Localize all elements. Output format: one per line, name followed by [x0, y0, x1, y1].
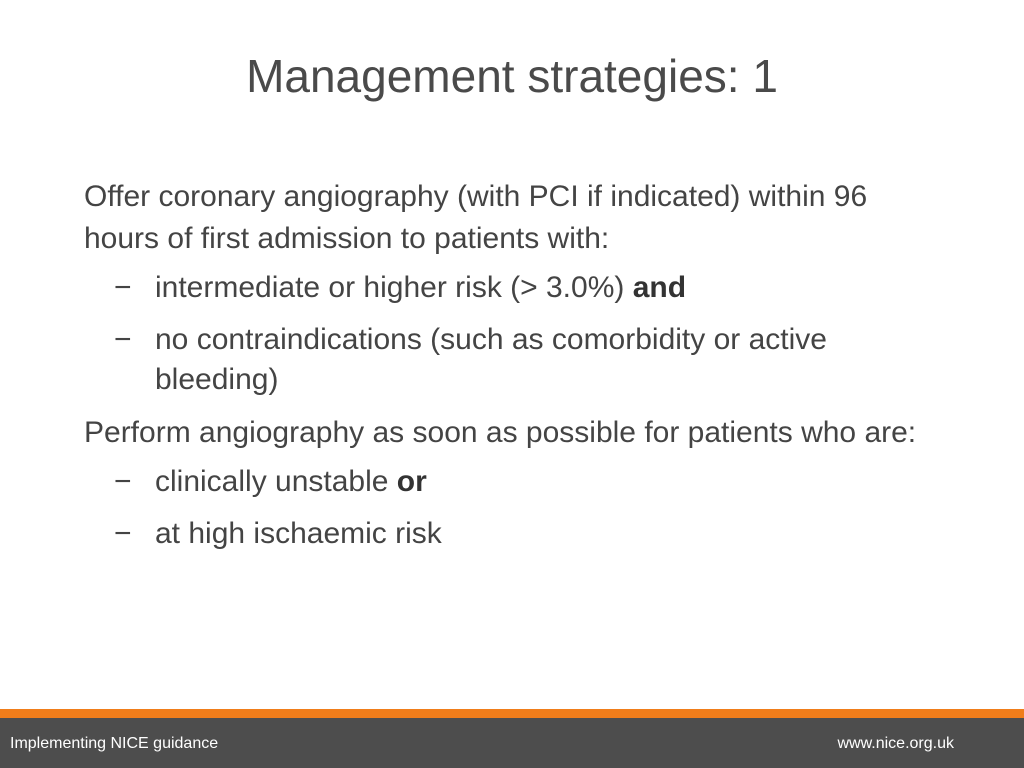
list-item-emphasis: and [632, 271, 687, 304]
list-item [84, 320, 944, 400]
dash-bullet: − [114, 465, 132, 498]
list-item [84, 462, 944, 502]
list-item-text: intermediate or higher risk (> 3.0%) [155, 271, 633, 304]
footer-label: Implementing NICE guidance [10, 735, 219, 752]
list-item [84, 268, 944, 308]
paragraph-offer-angiography: Offer coronary angiography (with PCI if indicated) within 96 hours of first admission to patients with: [84, 180, 868, 255]
list-item-text: clinically unstable [155, 465, 397, 498]
list-item [84, 514, 944, 554]
dash-bullet: − [114, 517, 132, 550]
dash-bullet: − [114, 323, 132, 356]
list-item-emphasis: or [396, 465, 427, 498]
criteria-list-2 [84, 462, 944, 554]
dash-bullet: − [114, 271, 132, 304]
footer-bar [0, 718, 1024, 768]
criteria-list-1 [84, 268, 944, 400]
slide-title: Management strategies: 1 [246, 50, 778, 102]
paragraph-perform-angiography: Perform angiography as soon as possible for patients who are: [84, 416, 917, 449]
footer-accent-bar [0, 709, 1024, 718]
footer-website-link[interactable]: www.nice.org.uk [837, 735, 954, 752]
list-item-text: at high ischaemic risk [155, 517, 442, 550]
slide-body [84, 176, 944, 566]
list-item-text: no contraindications (such as comorbidity or active bleeding) [155, 323, 827, 396]
